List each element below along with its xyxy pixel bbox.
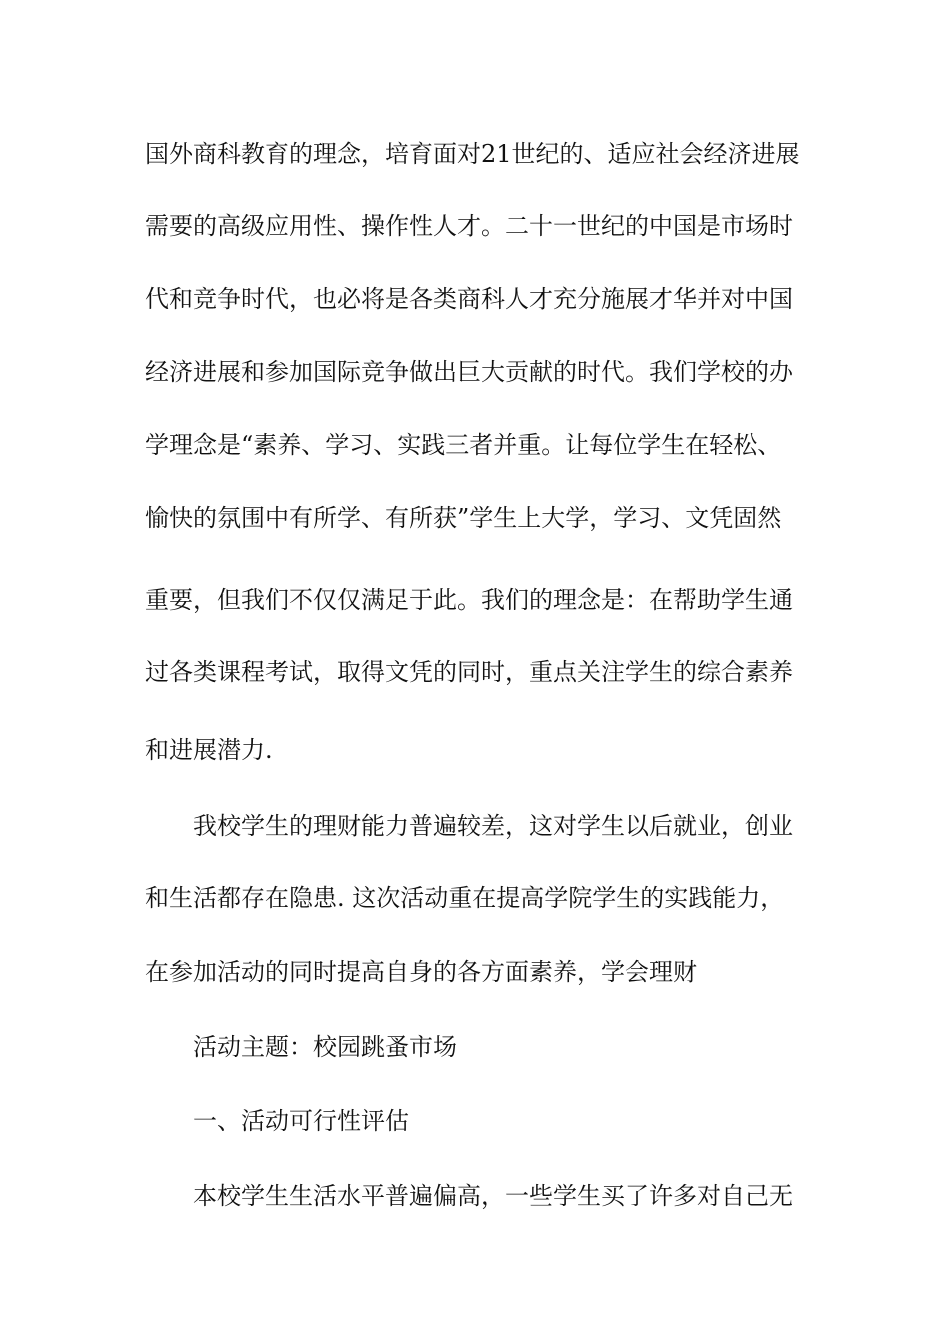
paragraph-first-line: 我校学生的理财能力普遍较差，这对学生以后就业，创业 xyxy=(193,812,793,840)
paragraph-line: 经济进展和参加国际竞争做出巨大贡献的时代。我们学校的办 xyxy=(145,358,793,386)
paragraph-line: 需要的高级应用性、操作性人才。二十一世纪的中国是市场时 xyxy=(145,212,793,240)
paragraph-line: 学理念是“素养、学习、实践三者并重。让每位学生在轻松、 xyxy=(145,431,782,459)
section-heading: 一、活动可行性评估 xyxy=(193,1107,409,1135)
paragraph-line: 愉快的氛围中有所学、有所获”学生上大学，学习、文凭固然 xyxy=(145,504,782,532)
paragraph-first-line: 本校学生生活水平普遍偏高，一些学生买了许多对自己无 xyxy=(193,1182,793,1210)
paragraph-line: 过各类课程考试，取得文凭的同时，重点关注学生的综合素养 xyxy=(145,658,793,686)
paragraph-line: 国外商科教育的理念，培育面对21世纪的、适应社会经济进展 xyxy=(145,140,800,168)
paragraph-line: 和生活都存在隐患. 这次活动重在提高学院学生的实践能力， xyxy=(145,884,785,912)
activity-theme-line: 活动主题：校园跳蚤市场 xyxy=(193,1033,457,1061)
paragraph-line: 代和竞争时代，也必将是各类商科人才充分施展才华并对中国 xyxy=(145,285,793,313)
paragraph-line: 和进展潜力. xyxy=(145,736,273,764)
paragraph-line: 在参加活动的同时提高自身的各方面素养，学会理财 xyxy=(145,958,697,986)
paragraph-line: 重要，但我们不仅仅满足于此。我们的理念是：在帮助学生通 xyxy=(145,586,793,614)
